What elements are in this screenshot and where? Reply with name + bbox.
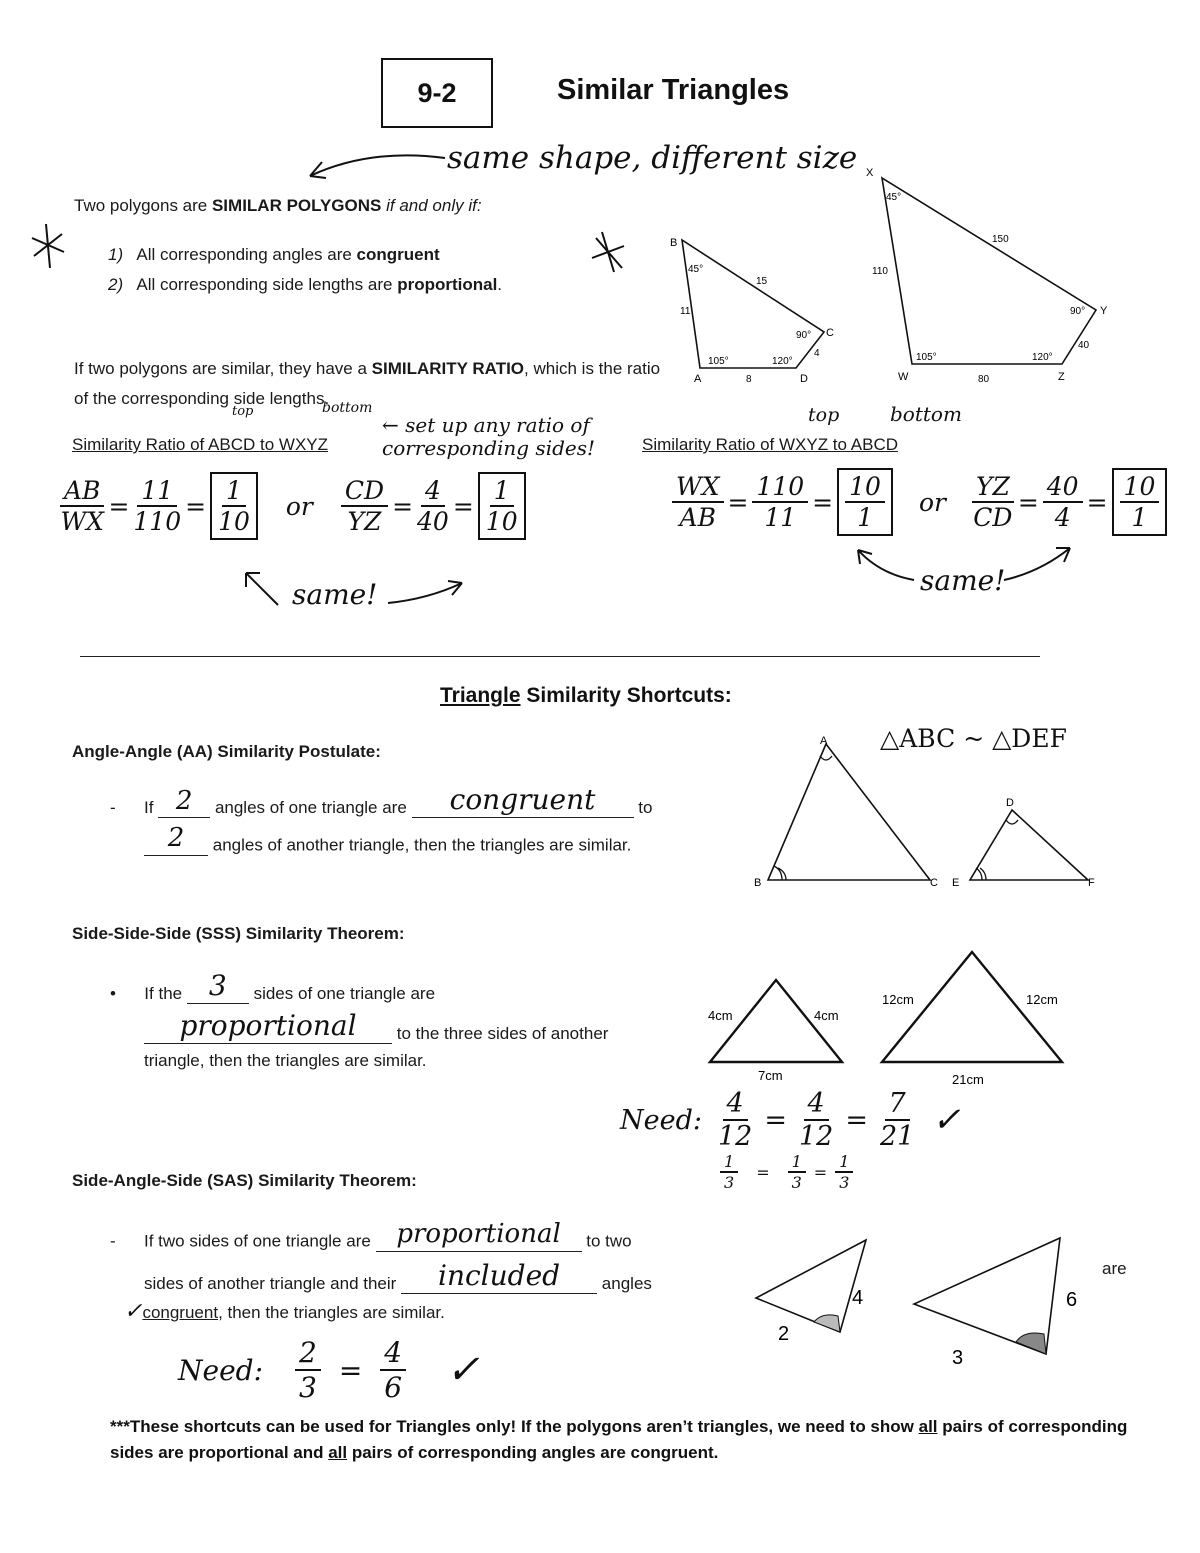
vertex-label: C <box>930 877 938 889</box>
note-bottom-right: bottom <box>890 402 962 426</box>
condition-1-bold: congruent <box>356 245 440 264</box>
star-mark-icon <box>28 222 68 270</box>
fraction: $\frac{11}{110}$ <box>133 476 182 536</box>
footnote <box>110 1414 1150 1466</box>
boxed-fraction: $\frac{1}{10}$ <box>210 472 258 540</box>
vertex-label: B <box>754 877 762 889</box>
same-arrows-left <box>238 565 478 615</box>
angle-label: 105° <box>708 356 729 367</box>
aa-blank-count-2: 2 <box>144 822 208 856</box>
vertex-label: B <box>670 237 678 249</box>
fraction: $\frac{4}{40}$ <box>417 476 449 536</box>
side-label: 4cm <box>708 1008 733 1023</box>
aa-conclusion: angles of another triangle, then the triangles are similar. <box>212 835 632 855</box>
note-bottom-left: bottom <box>322 400 373 416</box>
sss-text-2: sides of one triangle are <box>253 983 436 1003</box>
sas-are: are <box>1102 1259 1127 1278</box>
check-icon: ✓ <box>446 1347 480 1393</box>
fraction: $\frac{2}{3}$ <box>295 1336 321 1404</box>
same-note-right: same! <box>920 564 1006 597</box>
ratio-right-heading: Similarity Ratio of WXYZ to ABCD <box>642 435 899 454</box>
sas-text-7: , then the triangles are similar. <box>218 1303 445 1322</box>
side-label: 2 <box>778 1323 790 1345</box>
sas-title: Side-Angle-Side (SAS) Similarity Theorem: <box>72 1171 417 1190</box>
condition-1-text: All corresponding angles are <box>136 245 357 264</box>
shortcuts-heading-word: Triangle <box>440 684 521 707</box>
sss-text-3: to the three sides of another <box>396 1023 609 1043</box>
aa-title: Angle-Angle (AA) Similarity Postulate: <box>72 742 381 761</box>
sas-triangles <box>748 1232 1088 1372</box>
note-top-left: top <box>232 404 254 419</box>
fraction: $\frac{110}{11}$ <box>752 472 808 532</box>
side-label: 7cm <box>758 1068 783 1083</box>
side-label: 3 <box>952 1347 964 1369</box>
footnote-all-1: all <box>918 1417 938 1436</box>
vertex-label: D <box>1006 797 1014 809</box>
fraction: $\frac{AB}{WX}$ <box>60 476 104 536</box>
page-title: Similar Triangles <box>557 74 790 106</box>
condition-1 <box>108 244 440 265</box>
ratio-left-equation: $\frac{AB}{WX}$ = $\frac{11}{110}$ = $\frac{1}{10}$ or $\frac{CD}{YZ}$ = $\frac{4}{40}$ = $\frac{1}{10}$ <box>56 472 530 540</box>
side-label: 4 <box>852 1287 864 1309</box>
footnote-text-1: ***These shortcuts can be used for Triangles only! If the polygons aren’t triangles, we need to show <box>110 1417 919 1436</box>
side-label: 8 <box>746 374 752 385</box>
sas-text-1: If two sides of one triangle are <box>144 1231 371 1251</box>
if-word: If <box>144 797 154 817</box>
need-word: Need: <box>178 1353 263 1387</box>
condition-2 <box>108 274 502 295</box>
fraction: $\frac{4}{12}$ <box>717 1088 753 1152</box>
ratio-right-equation: $\frac{WX}{AB}$ = $\frac{110}{11}$ = $\frac{10}{1}$ or $\frac{YZ}{CD}$ = $\frac{40}{4}$ = $\frac{10}{1}$ <box>668 468 1171 536</box>
sas-need: Need: $\frac{2}{3}$ = $\frac{4}{6}$ ✓ <box>178 1336 480 1404</box>
or-word: or <box>918 487 946 517</box>
side-label: 4 <box>814 348 820 359</box>
star-mark-icon <box>588 228 628 276</box>
sss-line-2 <box>144 1008 608 1044</box>
sss-need-simplified: $\frac{1}{3}$ = $\frac{1}{3}$ = $\frac{1}{3}$ <box>716 1152 857 1192</box>
sas-blank-relation: proportional <box>376 1218 582 1252</box>
lesson-number-box <box>381 58 493 128</box>
definition-prefix: Two polygons are <box>74 196 212 215</box>
sas-text-3: sides of another triangle and their <box>144 1273 397 1293</box>
angle-label: 90° <box>796 330 812 341</box>
definition-term: SIMILAR POLYGONS <box>211 196 382 215</box>
aa-blank-count: 2 <box>158 785 210 819</box>
condition-2-bold: proportional <box>397 275 498 294</box>
same-arrows-right <box>850 540 1080 590</box>
ratio-left-heading: Similarity Ratio of ABCD to WXYZ <box>72 435 329 454</box>
section-divider <box>80 656 1040 657</box>
bullet: • <box>110 983 116 1003</box>
sas-line-2 <box>144 1258 652 1294</box>
to-word: to <box>638 797 653 817</box>
footnote-text-2: pairs of corresponding sides are proportional and <box>110 1417 1128 1462</box>
condition-1-num: 1) <box>108 245 124 264</box>
vertex-label: W <box>898 371 909 383</box>
note-setup: ← set up any ratio of corresponding sides! <box>382 413 596 460</box>
sas-line-1 <box>110 1218 632 1252</box>
side-label: 12cm <box>882 992 914 1007</box>
sss-line-1 <box>110 968 435 1004</box>
definition-suffix: if and only if: <box>386 196 482 215</box>
ratio-prefix: If two polygons are similar, they have a <box>74 359 372 378</box>
side-label: 150 <box>992 234 1009 245</box>
side-label: 11 <box>680 306 691 317</box>
vertex-label: F <box>1088 877 1095 889</box>
angle-label: 45° <box>688 264 704 275</box>
ratio-suffix: , which is the ratio of the corresponding side lengths. <box>74 359 661 408</box>
boxed-fraction: $\frac{10}{1}$ <box>1112 468 1168 536</box>
sas-congruent: congruent <box>142 1303 219 1322</box>
sas-text-2: to two <box>586 1231 632 1251</box>
fraction: $\frac{CD}{YZ}$ <box>341 476 388 536</box>
side-label: 40 <box>1078 340 1090 351</box>
fraction: $\frac{WX}{AB}$ <box>672 472 724 532</box>
ratio-term: SIMILARITY RATIO <box>371 359 525 378</box>
note-same-shape: same shape, different size <box>447 140 858 176</box>
fraction: $\frac{7}{21}$ <box>879 1088 915 1152</box>
boxed-fraction: $\frac{10}{1}$ <box>837 468 893 536</box>
sss-blank-count: 3 <box>187 968 249 1004</box>
note-top-right: top <box>808 404 840 426</box>
sss-title: Side-Side-Side (SSS) Similarity Theorem: <box>72 924 405 943</box>
aa-line-2 <box>144 822 631 856</box>
side-label: 21cm <box>952 1072 984 1087</box>
angle-label: 90° <box>1070 306 1086 317</box>
fraction: $\frac{4}{6}$ <box>380 1336 406 1404</box>
fraction: $\frac{1}{3}$ <box>720 1152 738 1192</box>
side-label: 12cm <box>1026 992 1058 1007</box>
angle-label: 105° <box>916 352 937 363</box>
condition-2-num: 2) <box>108 275 124 294</box>
same-note-left: same! <box>292 578 378 611</box>
definition-line <box>74 195 482 216</box>
aa-blank-relation: congruent <box>412 782 634 818</box>
need-word: Need: <box>620 1104 702 1136</box>
fraction: $\frac{YZ}{CD}$ <box>973 472 1013 532</box>
angle-label: 120° <box>1032 352 1053 363</box>
footnote-all-2: all <box>328 1443 348 1462</box>
vertex-label: E <box>952 877 960 889</box>
condition-2-text: All corresponding side lengths are <box>136 275 398 294</box>
fraction: $\frac{1}{3}$ <box>835 1152 853 1192</box>
fraction: $\frac{40}{4}$ <box>1043 472 1083 532</box>
angle-label: 45° <box>886 192 902 203</box>
sss-need: Need: $\frac{4}{12}$ = $\frac{4}{12}$ = $\frac{7}{21}$ ✓ <box>620 1088 961 1152</box>
boxed-fraction: $\frac{1}{10}$ <box>478 472 526 540</box>
angle-label: 120° <box>772 356 793 367</box>
fraction: $\frac{1}{3}$ <box>788 1152 806 1192</box>
lesson-number: 9-2 <box>417 77 457 108</box>
aa-line-1 <box>110 782 652 818</box>
side-label: 15 <box>756 276 768 287</box>
dash: - <box>110 1231 116 1251</box>
aa-triangles <box>742 734 1102 894</box>
or-word: or <box>285 491 313 521</box>
vertex-label: A <box>820 735 828 747</box>
vertex-label: C <box>826 327 834 339</box>
sas-blank-angle: included <box>401 1258 597 1294</box>
fraction: $\frac{4}{12}$ <box>798 1088 834 1152</box>
quadrilateral-diagrams <box>660 160 1120 390</box>
condition-2-end: . <box>497 275 503 294</box>
vertex-label: Y <box>1100 305 1108 317</box>
note-arrow <box>290 148 450 188</box>
side-label: 4cm <box>814 1008 839 1023</box>
side-label: 80 <box>978 374 990 385</box>
sss-text-1: If the <box>144 983 183 1003</box>
aa-mid-text: angles of one triangle are <box>214 797 407 817</box>
aa-notation: △ABC ~ △DEF <box>880 724 1067 753</box>
shortcuts-heading <box>440 684 732 708</box>
shortcuts-heading-rest: Similarity Shortcuts: <box>520 684 732 707</box>
sas-text-4: angles <box>601 1273 652 1293</box>
side-label: 6 <box>1066 1289 1078 1311</box>
sss-line-3: triangle, then the triangles are similar. <box>144 1051 427 1070</box>
vertex-label: D <box>800 373 808 385</box>
dash: - <box>110 797 116 817</box>
vertex-label: X <box>866 167 874 179</box>
check-icon: ✓ <box>932 1100 961 1140</box>
footnote-text-3: pairs of corresponding angles are congruent. <box>347 1443 719 1462</box>
sas-line-3: ✓congruent, then the triangles are similar. <box>124 1299 445 1324</box>
vertex-label: Z <box>1058 371 1065 383</box>
sss-triangles <box>700 946 1080 1096</box>
sss-blank-relation: proportional <box>144 1008 392 1044</box>
side-label: 110 <box>872 266 888 277</box>
vertex-label: A <box>694 373 702 385</box>
